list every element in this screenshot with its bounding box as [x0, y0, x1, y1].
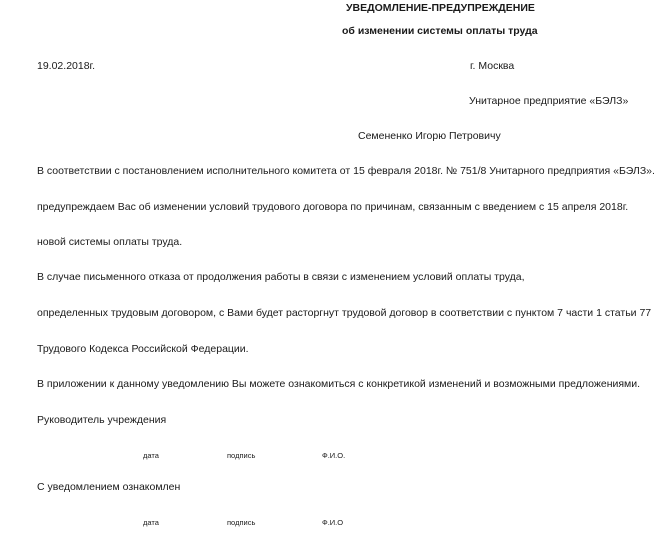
acknowledged-label: С уведомлением ознакомлен	[37, 481, 181, 493]
sign-signature-label: подпись	[227, 451, 256, 460]
paragraph-line: предупреждаем Вас об изменении условий трудового договора по причинам, связанным с введением с 15 апреля 2018г.	[37, 201, 629, 213]
document-date: 19.02.2018г.	[37, 60, 96, 72]
head-label: Руководитель учреждения	[37, 414, 167, 426]
sign-name-label: Ф.И.О	[322, 518, 344, 527]
sign-date-label: дата	[143, 451, 159, 460]
organization-name: Унитарное предприятие «БЭЛЗ»	[469, 95, 629, 107]
document-subtitle: об изменении системы оплаты труда	[342, 25, 538, 37]
recipient-name: Семененко Игорю Петровичу	[358, 130, 501, 142]
paragraph-line: В соответствии с постановлением исполнительного комитета от 15 февраля 2018г. № 751/8 Унитарного предприятия «БЭЛЗ».	[37, 165, 655, 177]
paragraph-line: определенных трудовым договором, с Вами будет расторгнут трудовой договор в соответствии с пунктом 7 части 1 статьи 77	[37, 307, 652, 319]
paragraph-line: В приложении к данному уведомлению Вы можете ознакомиться с конкретикой изменений и возможными предложениями.	[37, 378, 641, 390]
document-title: УВЕДОМЛЕНИЕ-ПРЕДУПРЕЖДЕНИЕ	[346, 2, 535, 14]
sign-name-label: Ф.И.О.	[322, 451, 346, 460]
sign-signature-label: подпись	[227, 518, 256, 527]
document-city: г. Москва	[470, 60, 515, 72]
paragraph-line: В случае письменного отказа от продолжения работы в связи с изменением условий оплаты труда,	[37, 271, 525, 283]
paragraph-line: новой системы оплаты труда.	[37, 236, 183, 248]
paragraph-line: Трудового Кодекса Российской Федерации.	[37, 343, 249, 355]
sign-date-label: дата	[143, 518, 159, 527]
